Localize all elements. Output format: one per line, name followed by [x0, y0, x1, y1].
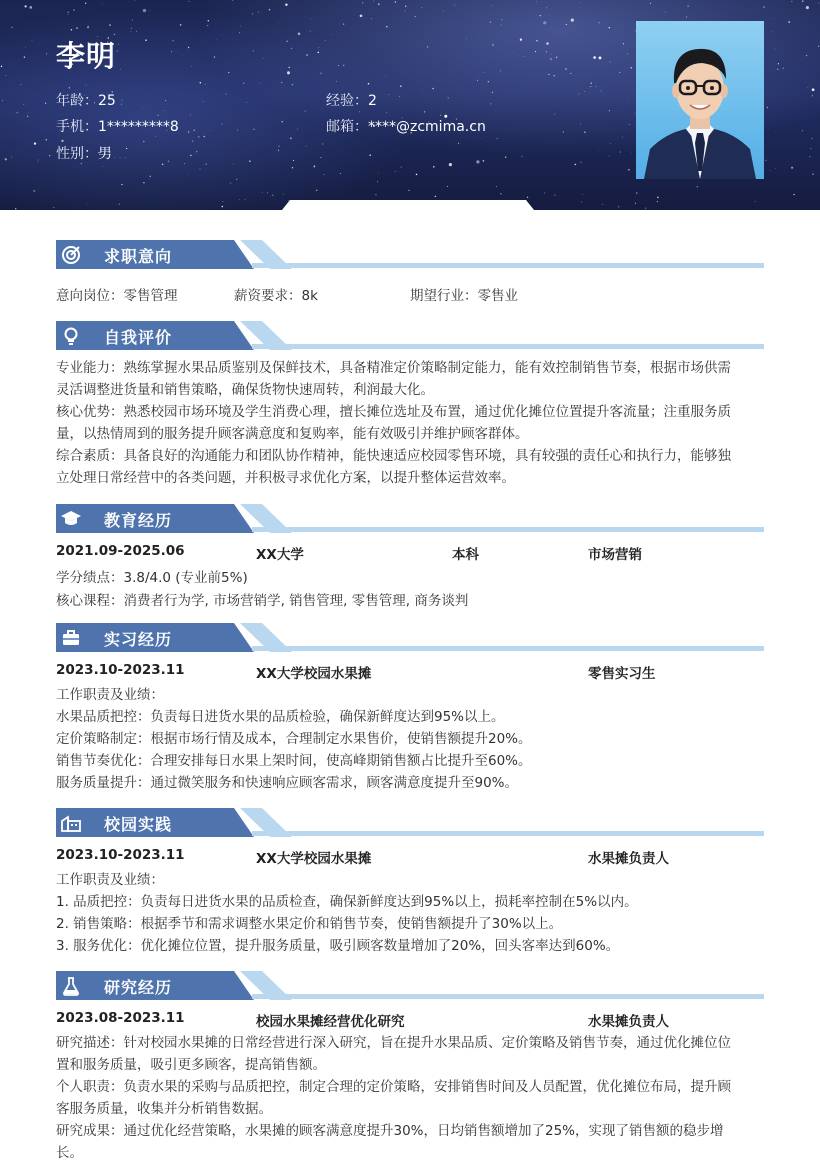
email-info [326, 116, 486, 136]
section-title: 研究经历 [104, 978, 173, 997]
text-line: 3. 服务优化：优化摊位位置，提升服务质量，吸引顾客数量增加了20%，回头客率达到60%。 [56, 938, 620, 954]
gender-info [56, 143, 112, 163]
text-line: 长。 [56, 1145, 83, 1160]
age-value: 25 [98, 93, 116, 109]
experience-info [326, 90, 377, 110]
text-line: 个人职责：负责水果的采购与品质把控，制定合理的定价策略，安排销售时间及人员配置，优化摊位布局，提升顾 [56, 1079, 731, 1095]
section-title: 实习经历 [104, 630, 173, 649]
text-line: 工作职责及业绩： [56, 872, 164, 888]
text-line: 专业能力：熟练掌握水果品质鉴别及保鲜技术，具备精准定价策略制定能力，能有效控制销售节奏，根据市场供需 [56, 360, 731, 376]
phone-label: 手机： [56, 119, 98, 135]
text-line: 置和服务质量，吸引更多顾客，提高销售额。 [56, 1057, 326, 1073]
text-line: 销售节奏优化：合理安排每日水果上架时间，使高峰期销售额占比提升至60%。 [56, 753, 532, 769]
text-line: 灵活调整进货量和销售策略，确保货物快速周转，利润最大化。 [56, 382, 434, 398]
internship-role: 零售实习生 [588, 666, 656, 682]
intent-industry: 期望行业：零售业 [410, 288, 518, 304]
research-role: 水果摊负责人 [588, 1014, 669, 1030]
section-header-education [56, 504, 764, 536]
education-degree: 本科 [452, 547, 479, 563]
campus-org: XX大学校园水果摊 [256, 851, 372, 867]
text-line: 水果品质把控：负责每日进货水果的品质检验，确保新鲜度达到95%以上。 [56, 709, 505, 725]
text-line: 1. 品质把控：负责每日进货水果的品质检查，确保新鲜度达到95%以上，损耗率控制在5%以内。 [56, 894, 638, 910]
text-line: 2. 销售策略：根据季节和需求调整水果定价和销售节奏，使销售额提升了30%以上。 [56, 916, 563, 932]
text-line: 工作职责及业绩： [56, 687, 164, 703]
education-courses: 核心课程：消费者行为学, 市场营销学, 销售管理, 零售管理, 商务谈判 [56, 593, 469, 609]
lightbulb-icon [60, 325, 82, 347]
text-line: 客服务质量，收集并分析销售数据。 [56, 1101, 272, 1117]
intent-position: 意向岗位：零售管理 [56, 288, 178, 304]
experience-value: 2 [368, 93, 377, 109]
candidate-name: 李明 [56, 39, 117, 73]
internship-date: 2023.10-2023.11 [56, 662, 185, 678]
campus-date: 2023.10-2023.11 [56, 847, 185, 863]
section-title: 自我评价 [104, 328, 173, 347]
phone-value: 1*********8 [98, 119, 179, 135]
section-header-self [56, 321, 764, 353]
flask-icon [60, 975, 82, 997]
text-line: 量，以热情周到的服务提升顾客满意度和复购率，能有效吸引并维护顾客群体。 [56, 426, 529, 442]
text-line: 服务质量提升：通过微笑服务和快速响应顾客需求，顾客满意度提升至90%。 [56, 775, 519, 791]
internship-details [56, 684, 766, 794]
age-info [56, 90, 116, 110]
age-label: 年龄： [56, 93, 98, 109]
intent-salary: 薪资要求：8k [234, 288, 318, 304]
target-icon [60, 244, 82, 266]
building-icon [60, 812, 82, 834]
research-topic: 校园水果摊经营优化研究 [256, 1014, 405, 1030]
gender-label: 性别： [56, 146, 98, 162]
profile-photo [636, 21, 764, 179]
section-title: 求职意向 [104, 247, 173, 266]
section-title: 教育经历 [104, 511, 173, 530]
education-date: 2021.09-2025.06 [56, 543, 185, 559]
research-date: 2023.08-2023.11 [56, 1010, 185, 1026]
text-line: 研究成果：通过优化经营策略，水果摊的顾客满意度提升30%，日均销售额增加了25%，实现了销售额的稳步增 [56, 1123, 724, 1139]
campus-role: 水果摊负责人 [588, 851, 669, 867]
graduation-cap-icon [60, 508, 82, 530]
section-title: 校园实践 [104, 815, 173, 834]
section-header-internship [56, 623, 764, 655]
campus-details [56, 869, 766, 957]
email-label: 邮箱： [326, 119, 368, 135]
education-school: XX大学 [256, 547, 304, 563]
text-line: 定价策略制定：根据市场行情及成本，合理制定水果售价，使销售额提升20%。 [56, 731, 532, 747]
internship-org: XX大学校园水果摊 [256, 666, 372, 682]
text-line: 综合素质：具备良好的沟通能力和团队协作精神，能快速适应校园零售环境，具有较强的责任心和执行力，能够独 [56, 448, 731, 464]
text-line: 核心优势：熟悉校园市场环境及学生消费心理，擅长摊位选址及布置，通过优化摊位位置提升客流量；注重服务质 [56, 404, 731, 420]
section-header-intent [56, 240, 764, 272]
education-gpa: 学分绩点：3.8/4.0 (专业前5%) [56, 570, 248, 586]
header-notch [282, 200, 534, 210]
email-value: ****@zcmima.cn [368, 119, 486, 135]
self-evaluation-text [56, 357, 766, 489]
text-line: 研究描述：针对校园水果摊的日常经营进行深入研究，旨在提升水果品质、定价策略及销售节奏，通过优化摊位位 [56, 1035, 731, 1051]
phone-info [56, 116, 179, 136]
research-details [56, 1032, 766, 1160]
text-line: 立处理日常经营中的各类问题，并积极寻求优化方案，以提升整体运营效率。 [56, 470, 515, 486]
header-banner [0, 0, 820, 210]
gender-value: 男 [98, 146, 112, 162]
section-header-campus [56, 808, 764, 840]
briefcase-icon [60, 627, 82, 649]
experience-label: 经验： [326, 93, 368, 109]
section-header-research [56, 971, 764, 1003]
education-major: 市场营销 [588, 547, 642, 563]
